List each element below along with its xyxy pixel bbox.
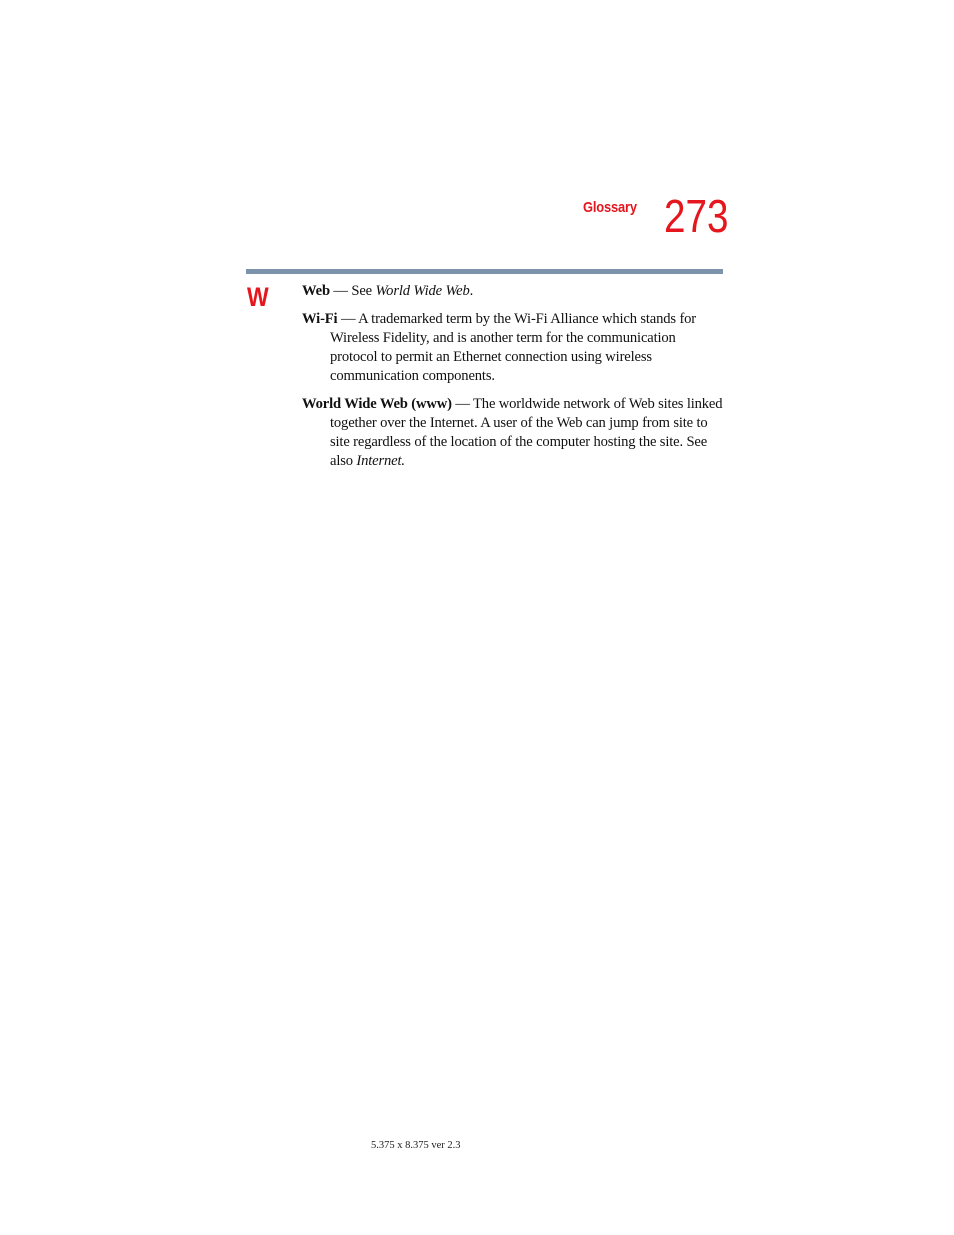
running-head: Glossary <box>583 199 637 216</box>
section-letter: W <box>247 282 269 312</box>
page-number: 273 <box>664 190 729 242</box>
entry-definition: — A trademarked term by the Wi-Fi Alliance which stands for Wireless Fidelity, and is another term for the communication protocol to permit an Ethernet connection using wireless communication components. <box>330 311 697 384</box>
glossary-entry-web <box>302 282 724 301</box>
entry-definition: — The worldwide network of Web sites linked together over the Internet. A user of the Web can jump from site to site regardless of the location of the computer hosting the site. See also <box>330 396 723 469</box>
entry-term: Wi-Fi <box>302 311 338 327</box>
entry-punctuation: . <box>469 283 474 299</box>
page-footer: 5.375 x 8.375 ver 2.3 <box>371 1140 461 1151</box>
glossary-entry-world-wide-web <box>302 395 724 471</box>
entry-term: World Wide Web (www) <box>302 396 452 412</box>
entry-cross-reference: Internet. <box>356 453 405 469</box>
entry-definition: — See <box>329 283 376 299</box>
entry-cross-reference: World Wide Web <box>375 283 470 299</box>
glossary-entries <box>302 282 724 480</box>
header-rule <box>246 269 723 274</box>
entry-term: Web <box>302 283 330 299</box>
glossary-entry-wifi <box>302 310 724 386</box>
